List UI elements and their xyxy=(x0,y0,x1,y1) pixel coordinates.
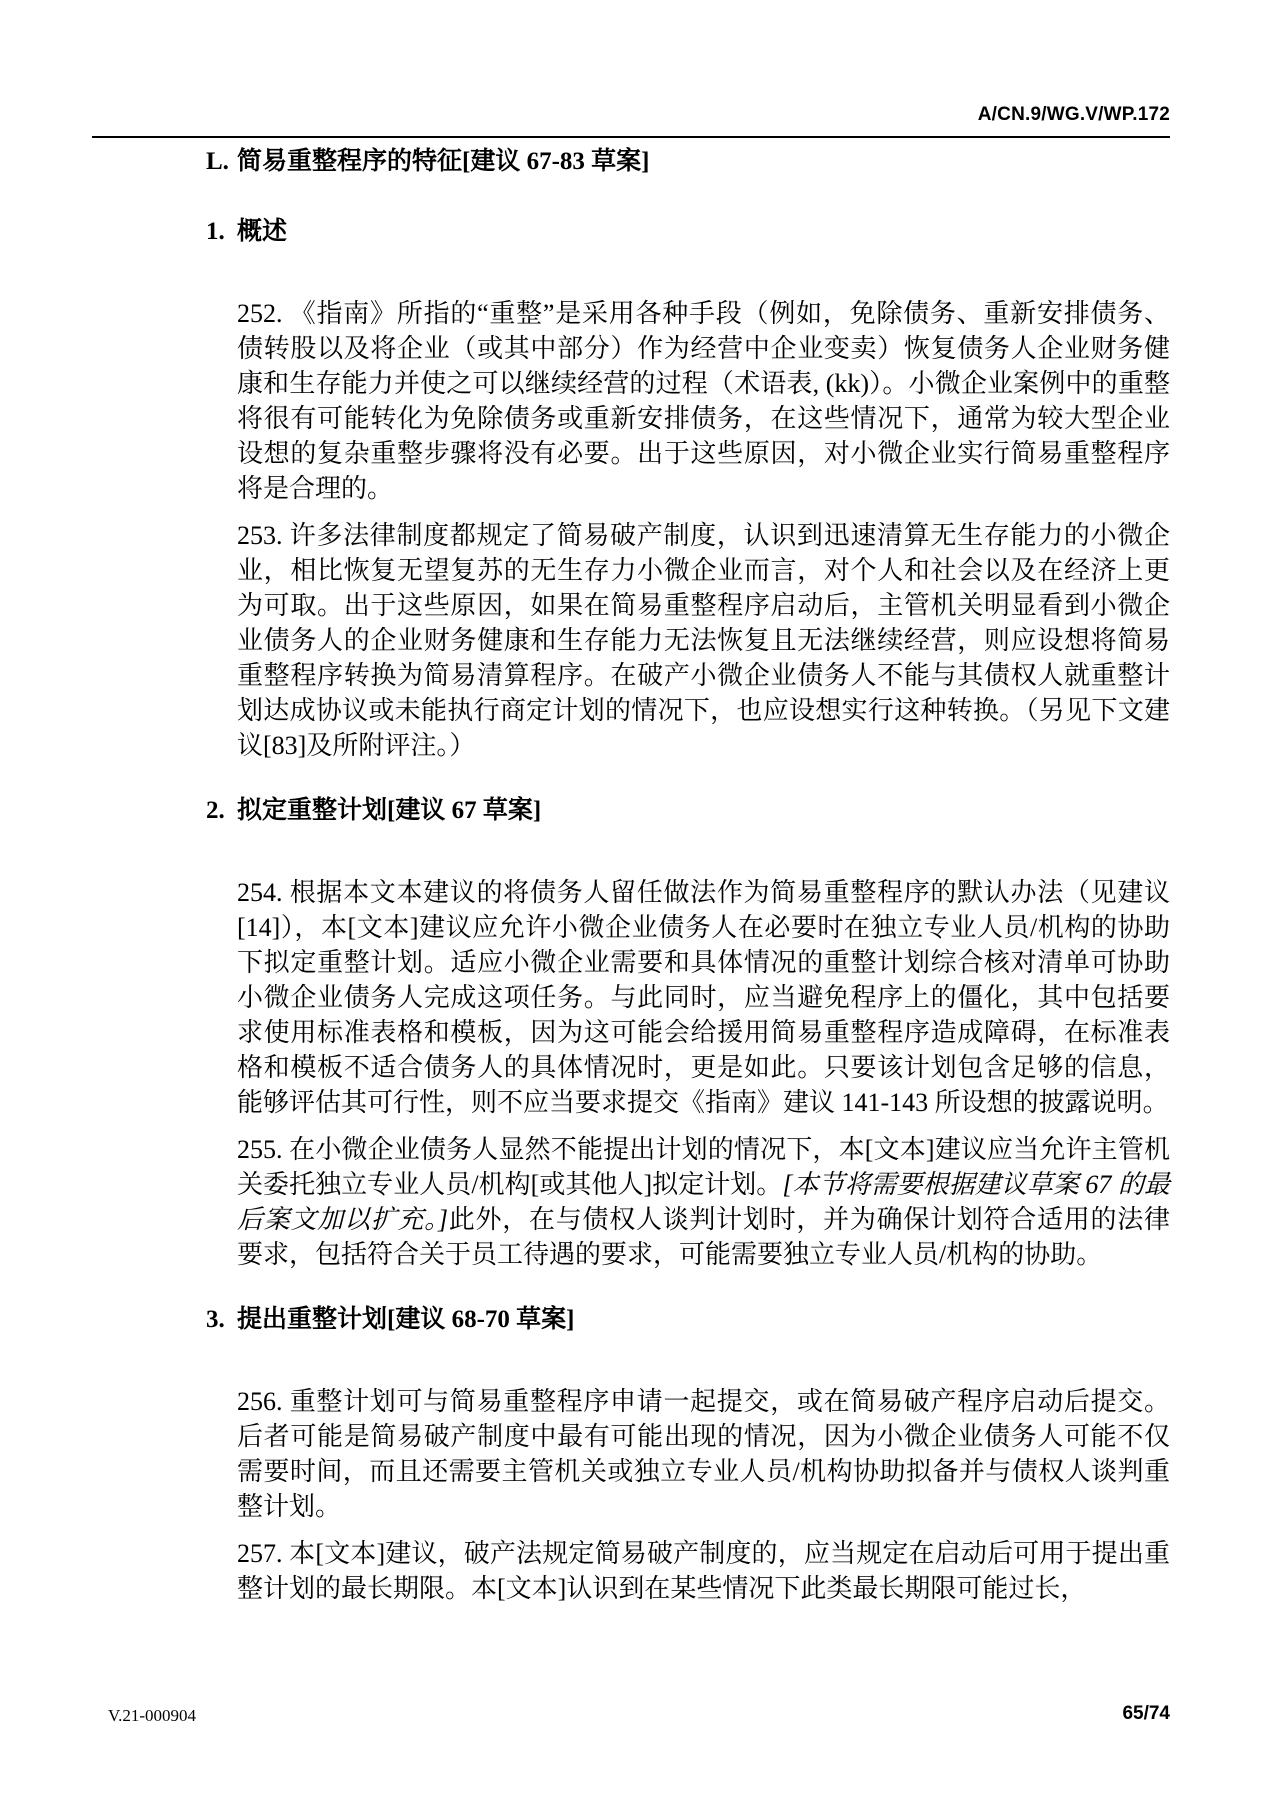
section-heading-l xyxy=(206,146,1170,178)
page-number: 65/74 xyxy=(1122,1703,1170,1724)
subsection-number: 3. xyxy=(206,1306,225,1333)
subsection-heading-1 xyxy=(206,216,1170,248)
job-number: V.21-000904 xyxy=(108,1706,196,1725)
subsection-title: 拟定重整计划[建议 67 草案] xyxy=(237,797,542,824)
paragraph-255 xyxy=(237,1132,1170,1272)
subsection-heading-3 xyxy=(206,1304,1170,1336)
document-body xyxy=(206,146,1170,1618)
document-symbol: A/CN.9/WG.V/WP.172 xyxy=(977,104,1170,125)
header-divider xyxy=(92,136,1170,138)
subsection-number: 1. xyxy=(206,218,225,245)
paragraph-254: 254. 根据本文本建议的将债务人留任做法作为简易重整程序的默认办法（见建议[14]），本[文本]建议应允许小微企业债务人在必要时在独立专业人员/机构的协助下拟定重整计划。适应小微企业需要和具体情况的重整计划综合核对清单可协助小微企业债务人完成这项任务。与此同时，应当避免程序上的僵化，其中包括要求使用标准表格和模板，因为这可能会给援用简易重整程序造成障碍，在标准表格和模板不适合债务人的具体情况时，更是如此。只要该计划包含足够的信息，能够评估其可行性，则不应当要求提交《指南》建议 141-143 所设想的披露说明。 xyxy=(237,878,1170,1117)
paragraph-256: 256. 重整计划可与简易重整程序申请一起提交，或在简易破产程序启动后提交。后者可能是简易破产制度中最有可能出现的情况，因为小微企业债务人可能不仅需要时间，而且还需要主管机关或独立专业人员/机构协助拟备并与债权人谈判重整计划。 xyxy=(237,1387,1170,1521)
subsection-title: 概述 xyxy=(237,218,288,245)
section-title: 简易重整程序的特征[建议 67-83 草案] xyxy=(237,148,650,175)
subsection-heading-2 xyxy=(206,795,1170,827)
subsection-number: 2. xyxy=(206,797,225,824)
paragraph-255-editorial-note: [本节将需要根据建议草案 67 的最后案文加以扩充。] xyxy=(237,1170,1171,1234)
paragraph-252: 252. 《指南》所指的“重整”是采用各种手段（例如，免除债务、重新安排债务、债转股以及将企业（或其中部分）作为经营中企业变卖）恢复债务人企业财务健康和生存能力并使之可以继续经营的过程（术语表, (kk)）。小微企业案例中的重整将很有可能转化为免除债务或重新安排债务，在这些情况下，通常为较大型企业设想的复杂重整步骤将没有必要。出于这些原因，对小微企业实行简易重整程序将是合理的。 xyxy=(237,299,1170,503)
section-number: L. xyxy=(206,148,229,175)
paragraph-255-text: 255. 在小微企业债务人显然不能提出计划的情况下，本[文本]建议应当允许主管机关委托独立专业人员/机构[或其他人]拟定计划。 xyxy=(237,1135,1170,1199)
subsection-title: 提出重整计划[建议 68-70 草案] xyxy=(237,1306,575,1333)
paragraph-257: 257. 本[文本]建议，破产法规定简易破产制度的，应当规定在启动后可用于提出重整计划的最长期限。本[文本]认识到在某些情况下此类最长期限可能过长， xyxy=(237,1539,1170,1603)
paragraph-255-text-continued: 此外，在与债权人谈判计划时，并为确保计划符合适用的法律要求，包括符合关于员工待遇的要求，可能需要独立专业人员/机构的协助。 xyxy=(237,1205,1170,1269)
paragraph-253: 253. 许多法律制度都规定了简易破产制度，认识到迅速清算无生存能力的小微企业，相比恢复无望复苏的无生存力小微企业而言，对个人和社会以及在经济上更为可取。出于这些原因，如果在简易重整程序启动后，主管机关明显看到小微企业债务人的企业财务健康和生存能力无法恢复且无法继续经营，则应设想将简易重整程序转换为简易清算程序。在破产小微企业债务人不能与其债权人就重整计划达成协议或未能执行商定计划的情况下，也应设想实行这种转换。（另见下文建议[83]及所附评注。） xyxy=(237,521,1170,760)
